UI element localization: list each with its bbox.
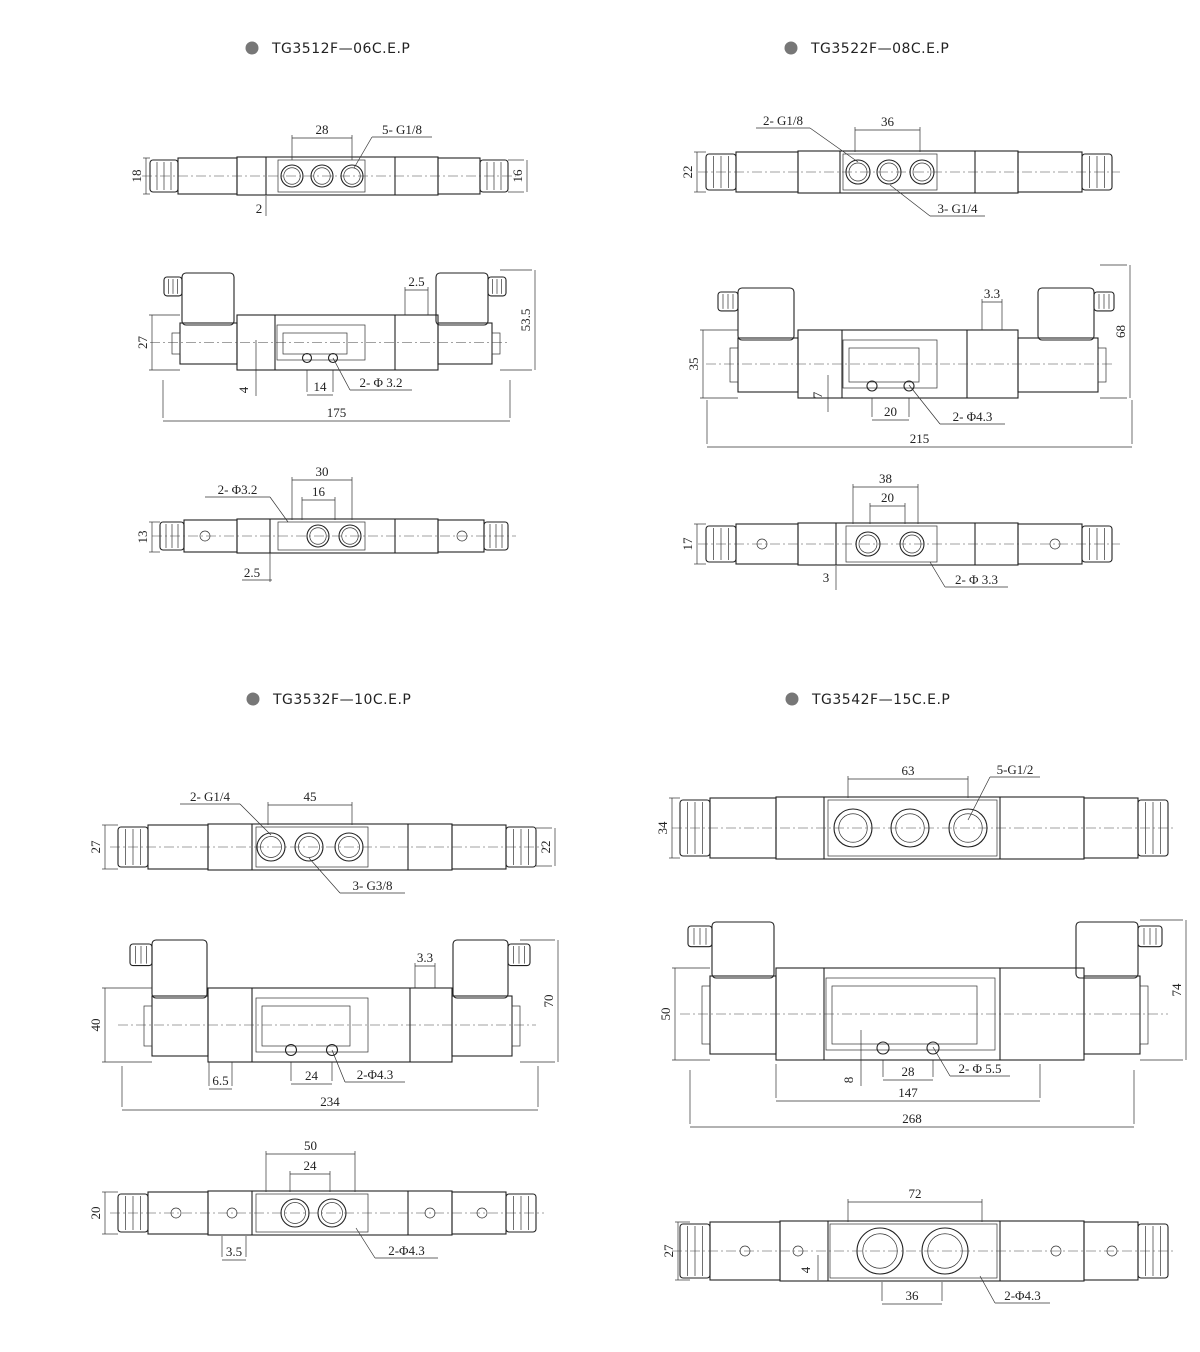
dim-cap-width: 16	[510, 169, 525, 183]
dim-edge: 2.5	[243, 565, 261, 580]
bullet-dot	[247, 693, 260, 706]
solenoid-right	[438, 323, 492, 364]
dim-port-pitch: 63	[901, 763, 915, 778]
dim-body-width: 22	[680, 165, 695, 179]
dim-body-height: 50	[658, 1007, 673, 1021]
solenoid-end-left	[172, 333, 180, 354]
dim-body-width: 34	[655, 821, 670, 835]
leader-line	[890, 185, 930, 216]
plug-head-left	[152, 940, 207, 998]
dim-port-pitch: 36	[881, 114, 894, 129]
mount-callout: 2- Φ 5.5	[958, 1061, 1002, 1076]
solenoid-left	[152, 996, 208, 1056]
dim-overall-length: 175	[326, 405, 347, 420]
dim-width: 13	[135, 530, 150, 544]
dim-outer-pitch: 50	[304, 1138, 317, 1153]
solenoid-right	[1084, 976, 1140, 1054]
leader-line	[909, 385, 940, 424]
dim-width: 20	[88, 1206, 103, 1220]
plug-head-left	[182, 273, 234, 325]
plug-head-right	[1038, 288, 1094, 340]
dim-edge: 4	[798, 1266, 813, 1274]
leader-line	[354, 137, 372, 168]
dim-outer-pitch: 38	[879, 471, 892, 486]
solenoid-right	[1018, 338, 1098, 392]
dim-inner-pitch: 24	[303, 1158, 317, 1173]
top-view-2	[680, 113, 1120, 216]
dim-base: 8	[841, 1076, 856, 1084]
model-title: TG3512F—06C.E.P	[272, 41, 411, 57]
model-title-2	[785, 41, 950, 57]
leader-line	[930, 562, 945, 587]
dim-hole-pitch: 14	[313, 379, 327, 394]
bottom-view-1	[135, 464, 516, 582]
leader-line	[933, 1047, 950, 1076]
dim-width: 17	[680, 537, 695, 551]
dim-edge: 3	[822, 570, 830, 585]
top-view-4	[655, 762, 1176, 859]
dim-edge: 3.5	[225, 1244, 243, 1259]
dim-port-pitch: 28	[315, 122, 329, 137]
mount-callout: 2- Φ3.2	[217, 482, 258, 497]
dim-overall-length: 234	[320, 1094, 340, 1109]
dim-hole-pitch: 28	[901, 1064, 915, 1079]
solenoid-end-right	[492, 333, 500, 354]
front-view-4	[658, 920, 1186, 1127]
port-callout-a: 2- G1/8	[762, 113, 804, 128]
front-view-3	[88, 940, 558, 1110]
dim-offset: 2.5	[408, 274, 425, 289]
dim-body-height: 40	[88, 1018, 103, 1032]
dim-total-height: 53.5	[518, 308, 533, 332]
dim-overall-length: 215	[909, 431, 930, 446]
mount-hole	[867, 381, 877, 391]
dim-offset: 3.3	[416, 950, 434, 965]
dim-total-height: 74	[1169, 983, 1184, 997]
dim-hole-pitch: 20	[884, 404, 897, 419]
top-view-1	[129, 122, 527, 216]
bottom-view-2	[680, 471, 1120, 590]
dim-inner-pitch: 16	[312, 484, 325, 499]
model-title-3	[247, 692, 412, 708]
port-callout: 5- G1/8	[381, 122, 423, 137]
dim-outer-pitch: 72	[908, 1186, 922, 1201]
dim-width: 27	[661, 1244, 676, 1258]
model-title: TG3522F—08C.E.P	[811, 41, 950, 57]
port-callout-b: 3- G1/4	[937, 201, 978, 216]
plug-head-right	[453, 940, 508, 998]
mount-callout: 2-Φ4.3	[388, 1243, 425, 1258]
front-view-1	[135, 270, 535, 421]
solenoid-left	[738, 338, 798, 392]
solenoid-end-left	[730, 348, 738, 382]
leader-line	[980, 1276, 995, 1303]
leader-line	[356, 1228, 375, 1258]
spool-window-inner	[262, 1006, 350, 1046]
dim-base: 7	[810, 391, 825, 399]
plug-head-left	[712, 922, 774, 978]
leader-line	[332, 1050, 345, 1082]
bullet-dot	[786, 693, 799, 706]
dim-port-pitch: 45	[303, 789, 317, 804]
solenoid-end-right	[1140, 986, 1148, 1044]
model-title-1	[246, 41, 411, 57]
dim-hole-pitch: 24	[305, 1068, 318, 1083]
dim-body-length: 147	[898, 1085, 918, 1100]
dim-base: 4	[236, 386, 251, 394]
bullet-dot	[785, 42, 798, 55]
dim-total-height: 70	[541, 994, 556, 1008]
dim-overall-length: 268	[902, 1111, 922, 1126]
leader-line	[309, 858, 340, 893]
dim-body-width: 18	[129, 169, 144, 183]
leader-line	[968, 777, 990, 820]
dim-body-height: 27	[135, 336, 150, 349]
top-view-3	[88, 789, 555, 893]
solenoid-right	[452, 996, 512, 1056]
dim-offset: 3.3	[983, 286, 1001, 301]
dim-edge: 2	[255, 201, 263, 216]
model-title: TG3532F—10C.E.P	[273, 692, 412, 708]
spool-window-inner	[283, 333, 347, 354]
bottom-view-4	[661, 1186, 1176, 1304]
port-callout-a: 2- G1/4	[189, 789, 231, 804]
solenoid-end-left	[144, 1006, 152, 1046]
mount-callout: 2-Φ4.3	[356, 1067, 394, 1082]
dim-base: 6.5	[212, 1073, 229, 1088]
solenoid-end-right	[512, 1006, 520, 1046]
dim-total-height: 68	[1113, 325, 1128, 338]
port-callout: 5-G1/2	[996, 762, 1034, 777]
spool-window-inner	[849, 348, 919, 382]
spool-window-inner	[832, 986, 977, 1044]
leader-line	[333, 358, 350, 390]
bottom-view-3	[88, 1138, 544, 1260]
plug-head-right	[1076, 922, 1138, 978]
port-callout-b: 3- G3/8	[352, 878, 393, 893]
leader-line	[270, 497, 288, 522]
dim-inner-pitch: 20	[881, 490, 894, 505]
dim-body-height: 35	[686, 357, 701, 371]
model-title-4	[786, 692, 951, 708]
dim-outer-pitch: 30	[315, 464, 329, 479]
mount-callout: 2- Φ 3.3	[954, 572, 999, 587]
dim-body-width: 27	[88, 840, 103, 854]
plug-head-left	[738, 288, 794, 340]
valve-body-side	[776, 968, 1084, 1060]
solenoid-end-right	[1098, 348, 1106, 382]
bullet-dot	[246, 42, 259, 55]
mount-callout: 2- Φ 3.2	[359, 375, 403, 390]
mount-hole	[303, 354, 312, 363]
leader-line	[810, 128, 858, 162]
dim-cap-width: 22	[538, 840, 553, 854]
model-title: TG3542F—15C.E.P	[812, 692, 951, 708]
solenoid-left	[710, 976, 776, 1054]
plug-head-right	[436, 273, 488, 325]
solenoid-left	[180, 323, 237, 364]
mount-callout: 2-Φ4.3	[1004, 1288, 1041, 1303]
dim-inner-pitch: 36	[905, 1288, 919, 1303]
leader-line	[240, 804, 271, 835]
front-view-2	[686, 265, 1132, 447]
mount-callout: 2- Φ4.3	[952, 409, 993, 424]
solenoid-end-left	[702, 986, 710, 1044]
